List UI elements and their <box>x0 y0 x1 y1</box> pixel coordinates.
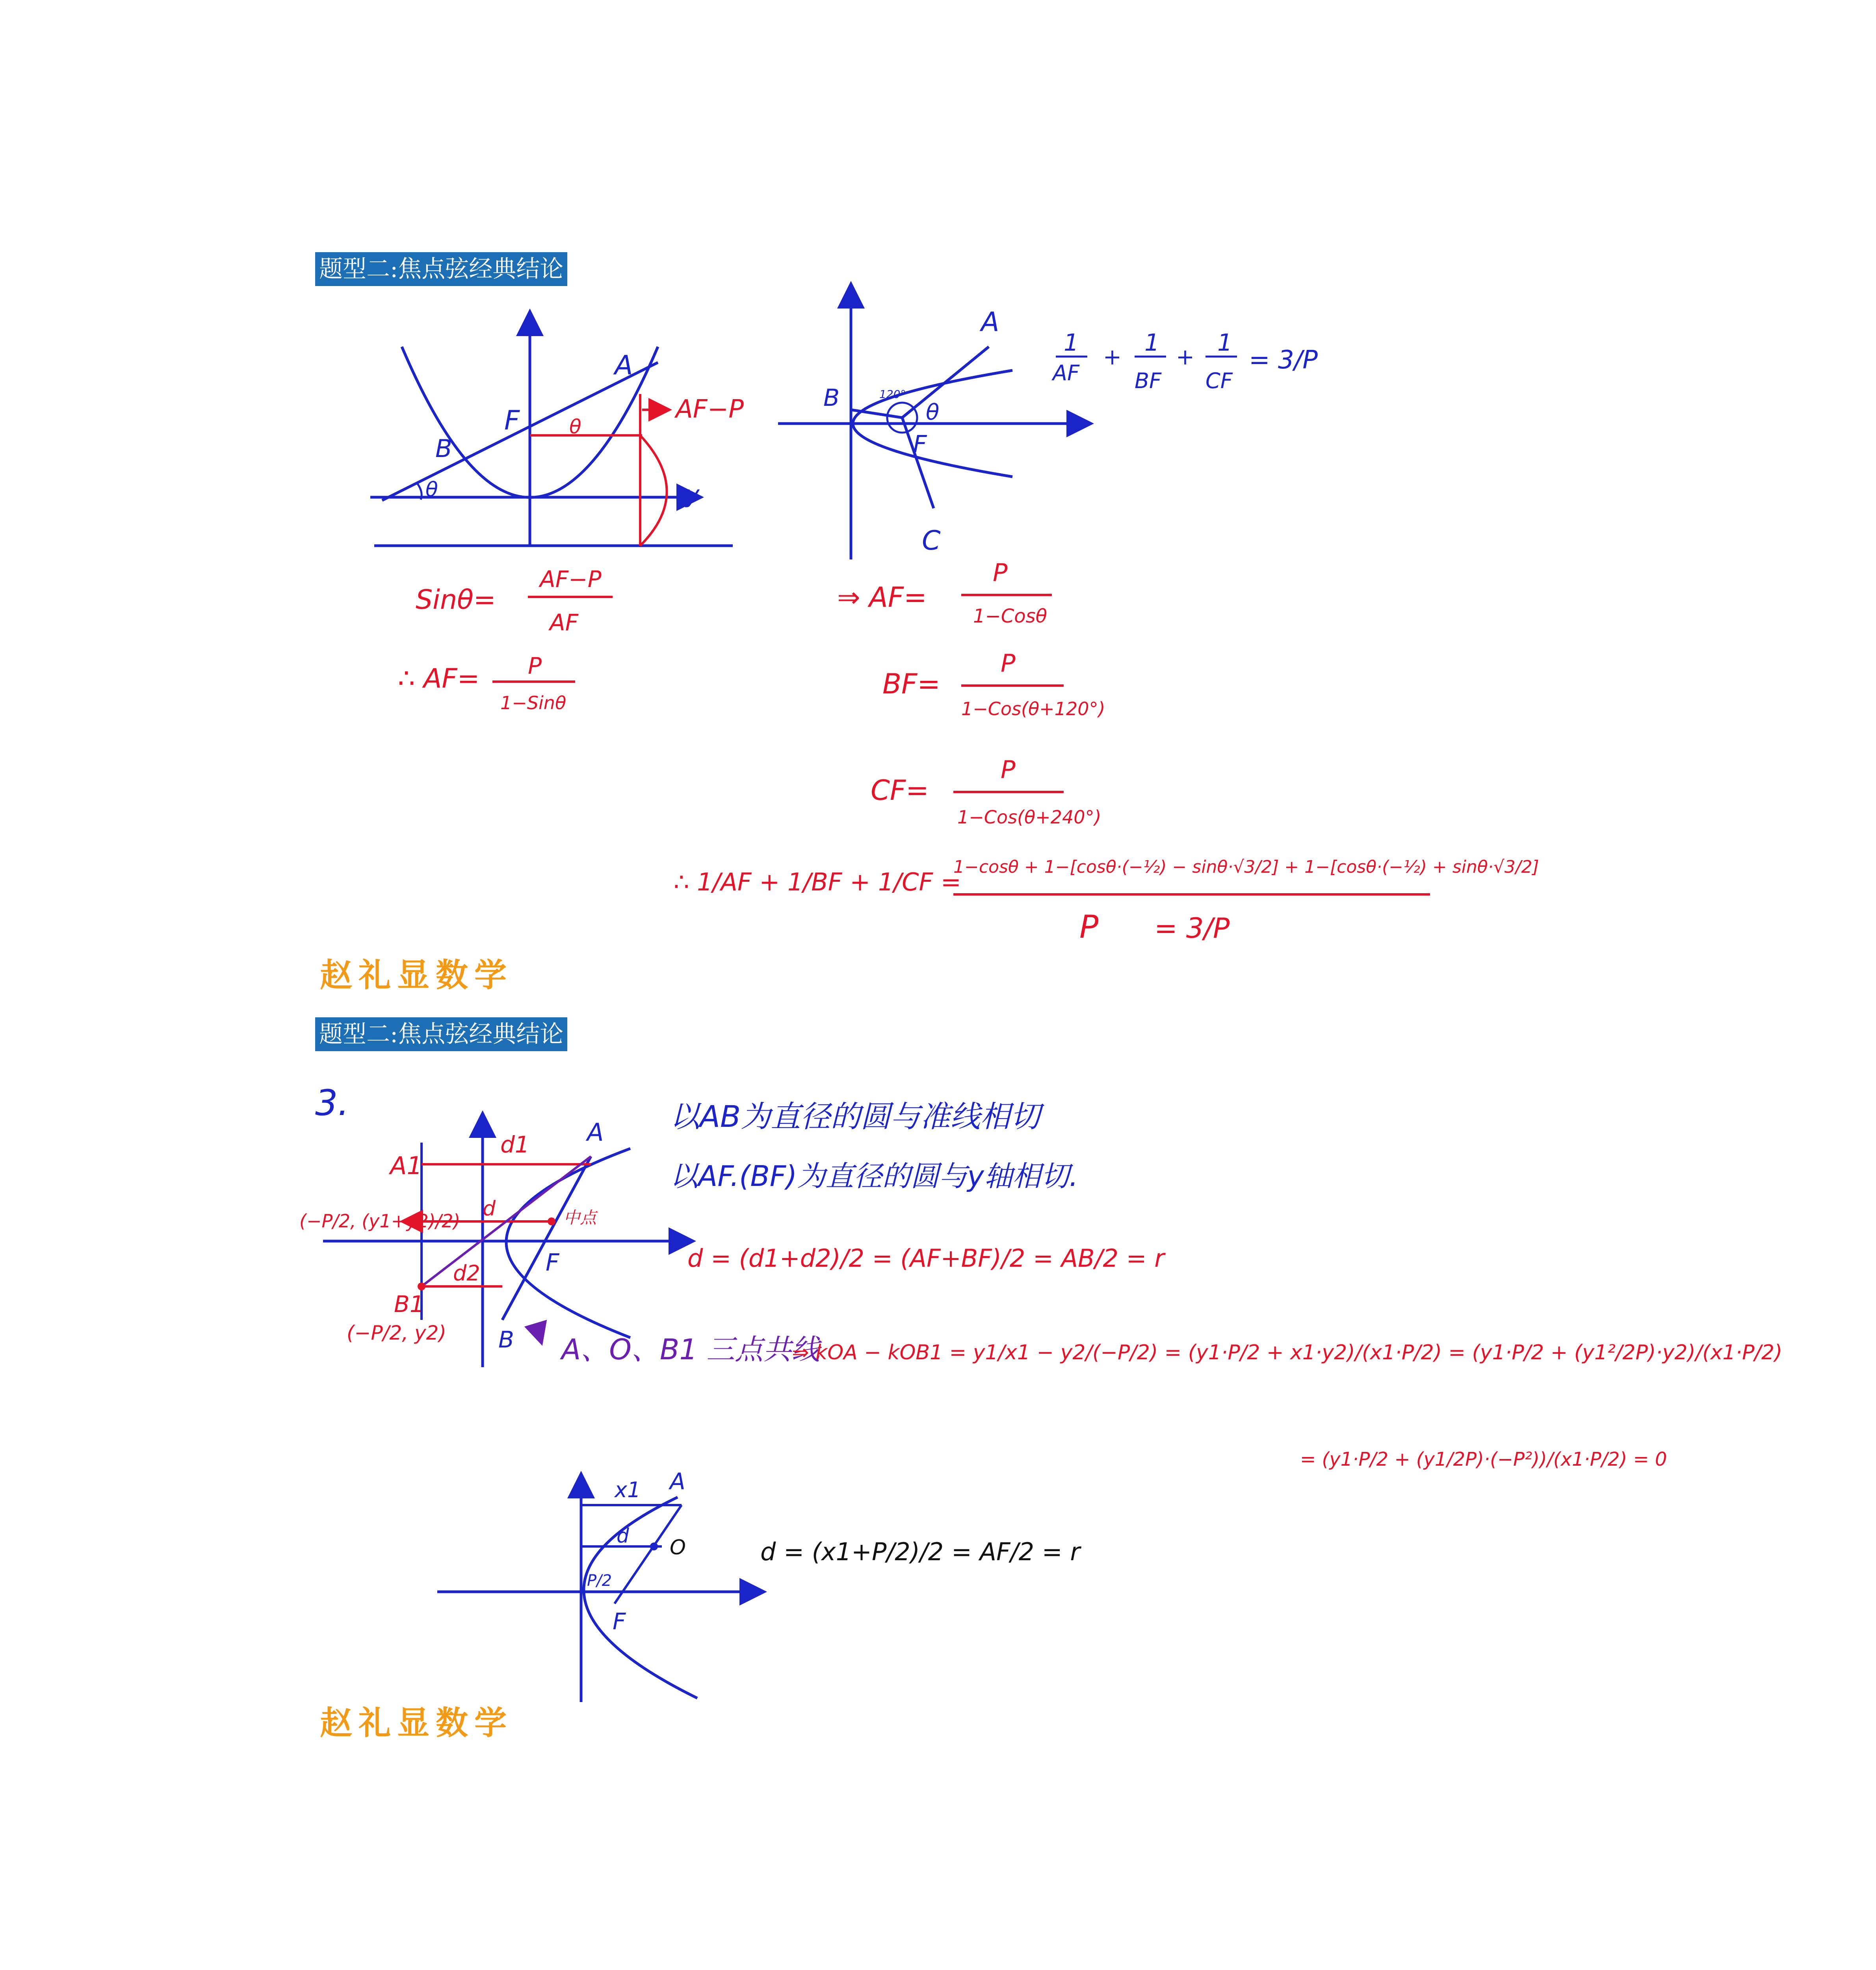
fig1-sin-num: AF−P <box>540 566 602 593</box>
fig2-label-c: C <box>922 525 941 556</box>
fig3-coord-top: (−P/2, (y1+y2)/2) <box>299 1210 461 1232</box>
fig2-sum-result: = 3/P <box>1249 346 1318 375</box>
fig1-label-a: A <box>615 350 633 381</box>
fig3-label-a: A <box>587 1118 604 1147</box>
fig2-sum-plus-1: + <box>1103 344 1122 370</box>
fig3-down-arrow <box>536 1324 542 1344</box>
fig1-sin-den: AF <box>550 609 579 636</box>
fig3-coord-b1: (−P/2, y2) <box>347 1321 446 1344</box>
fig2-final-num: 1−cosθ + 1−[cosθ·(−½) − sinθ·√3/2] + 1−[cosθ·(−½) + sinθ·√3/2] <box>953 857 1539 877</box>
note-2: 以AF.(BF)为直径的圆与y轴相切. <box>670 1160 1078 1193</box>
fig4-label-f: F <box>613 1608 626 1635</box>
problem-number: 3. <box>315 1082 349 1124</box>
fig2-cf-den: 1−Cos(θ+240°) <box>957 807 1101 828</box>
figure-3 <box>299 1082 1782 1470</box>
fig3-label-midpoint: 中点 <box>563 1208 597 1227</box>
fig1-label-f: F <box>504 405 520 436</box>
fig2-sum-one-2: 1 <box>1144 329 1160 357</box>
fig2-af-lhs: ⇒ AF= <box>837 581 927 613</box>
fig1-sin-lhs: Sinθ= <box>416 584 496 615</box>
fig2-label-a: A <box>981 307 999 338</box>
collinear-note: A、O、B1 三点共线 <box>561 1333 820 1366</box>
watermark-2: 赵礼显数学 <box>320 1704 513 1742</box>
fig2-bf-den: 1−Cos(θ+120°) <box>961 698 1105 719</box>
watermark-1: 赵礼显数学 <box>320 956 513 994</box>
fig1-focal-chord <box>382 362 658 500</box>
fig1-label-y: y <box>685 481 700 508</box>
fig2-angle-label: 120° <box>879 388 906 401</box>
fig2-label-b: B <box>823 384 840 412</box>
fig1-af-num: P <box>528 652 542 679</box>
fig3-parabola <box>506 1149 630 1338</box>
fig2-bf-lhs: BF= <box>882 668 940 700</box>
fig2-sum-one-3: 1 <box>1217 329 1233 357</box>
fig4-label-d: d <box>617 1524 629 1547</box>
fig1-theta-top: θ <box>569 415 581 438</box>
fig3-label-d: d <box>483 1197 496 1221</box>
fig1-theta-bottom: θ <box>425 478 438 502</box>
fig3-midpoint-dot <box>548 1217 555 1225</box>
section-label-2: 题型二:焦点弦经典结论 <box>315 1017 567 1051</box>
fig3-label-b1: B1 <box>394 1291 424 1318</box>
figure-1 <box>370 311 744 714</box>
fig2-sum-one-1: 1 <box>1064 329 1079 357</box>
fig2-cf-lhs: CF= <box>871 774 929 807</box>
fig1-af-lhs: ∴ AF= <box>398 663 480 694</box>
fig2-final-rhs: = 3/P <box>1154 912 1230 944</box>
fig3-label-d2: d2 <box>453 1261 480 1286</box>
figure-4 <box>437 1468 1081 1702</box>
fig3-b1-dot <box>418 1282 425 1290</box>
eq-d: d = (d1+d2)/2 = (AF+BF)/2 = AB/2 = r <box>687 1244 1165 1273</box>
fig2-chord-a <box>902 347 989 418</box>
fig2-final-den: P <box>1079 909 1099 945</box>
k-eq-2: = (y1·P/2 + (y1/2P)·(−P²))/(x1·P/2) = 0 <box>1300 1448 1667 1470</box>
fig1-arc <box>640 435 667 546</box>
fig4-parabola <box>584 1497 697 1698</box>
fig2-label-f: F <box>913 431 927 458</box>
note-1: 以AB为直径的圆与准线相切 <box>670 1099 1040 1134</box>
fig1-label-b: B <box>435 434 452 463</box>
fig2-sum-den-3: CF <box>1205 368 1233 393</box>
fig3-label-d1: d1 <box>500 1131 529 1158</box>
fig3-label-b: B <box>498 1326 514 1353</box>
fig2-sum-plus-2: + <box>1176 344 1194 370</box>
fig4-label-x1: x1 <box>615 1478 641 1502</box>
fig4-label-p2: P/2 <box>587 1572 612 1590</box>
fig1-af-den: 1−Sinθ <box>500 692 567 714</box>
fig3-label-f: F <box>546 1249 559 1277</box>
k-eq-1: ⇒ kOA − kOB1 = y1/x1 − y2/(−P/2) = (y1·P/2 + x1·y2)/(x1·P/2) = (y1·P/2 + (y1²/2P)·y2)/(x1·P/2) <box>792 1341 1783 1364</box>
fig1-arrow-label: AF−P <box>676 395 744 424</box>
fig2-theta: θ <box>926 400 940 425</box>
fig2-sum-den-1: AF <box>1053 361 1080 385</box>
fig2-bf-num: P <box>1001 649 1016 678</box>
figure-2 <box>674 284 1539 945</box>
section-label-1: 题型二:焦点弦经典结论 <box>315 252 567 286</box>
fig2-final-lhs: ∴ 1/AF + 1/BF + 1/CF = <box>674 868 961 896</box>
fig4-label-o: O <box>670 1536 686 1559</box>
fig2-af-den: 1−Cosθ <box>973 605 1048 627</box>
eq-d2: d = (x1+P/2)/2 = AF/2 = r <box>760 1537 1080 1566</box>
fig3-label-a1: A1 <box>390 1151 422 1180</box>
fig2-cf-num: P <box>1001 755 1016 784</box>
fig4-label-a: A <box>670 1468 685 1495</box>
fig2-sum-den-2: BF <box>1135 368 1162 393</box>
fig4-center-dot <box>650 1543 658 1550</box>
fig2-af-num: P <box>993 558 1008 587</box>
